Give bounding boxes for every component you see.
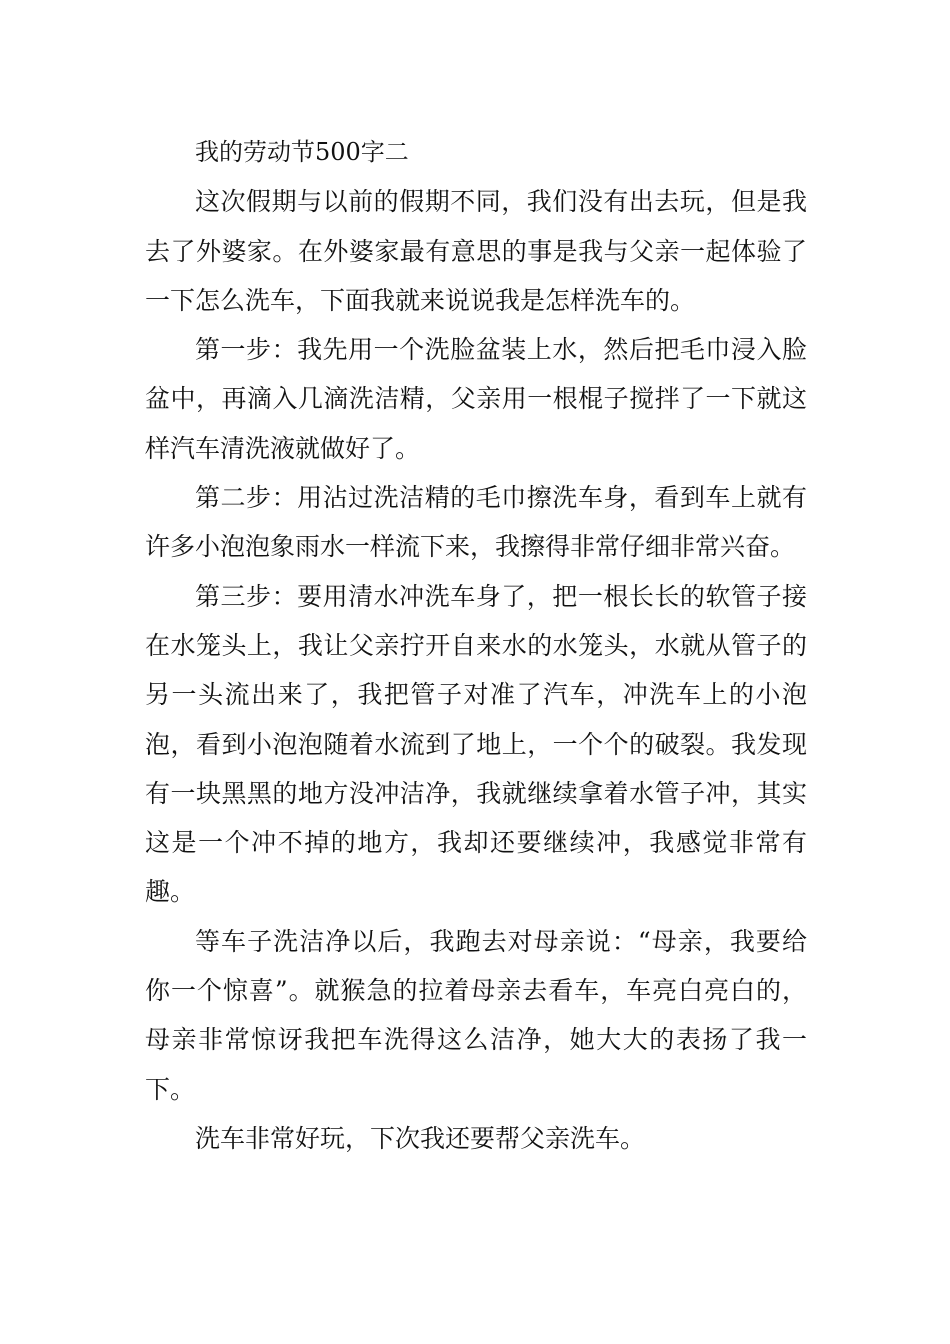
paragraph-intro: 这次假期与以前的假期不同，我们没有出去玩，但是我去了外婆家。在外婆家最有意思的事是我与父亲一起体验了一下怎么洗车，下面我就来说说我是怎样洗车的。 xyxy=(145,187,807,315)
paragraph-surprise: 等车子洗洁净以后，我跑去对母亲说：“母亲，我要给你一个惊喜”。就猴急的拉着母亲去看车，车亮白亮白的，母亲非常惊讶我把车洗得这么洁净，她大大的表扬了我一下。 xyxy=(145,926,807,1104)
paragraph-step-three: 第三步：要用清水冲洗车身了，把一根长长的软管子接在水笼头上，我让父亲拧开自来水的水笼头，水就从管子的另一头流出来了，我把管子对准了汽车，冲洗车上的小泡泡，看到小泡泡随着水流到了地上，一个个的破裂。我发现有一块黑黑的地方没冲洁净，我就继续拿着水管子冲，其实这是一个冲不掉的地方，我却还要继续冲，我感觉非常有趣。 xyxy=(145,581,807,907)
paragraph-step-two: 第二步：用沾过洗洁精的毛巾擦洗车身，看到车上就有许多小泡泡象雨水一样流下来，我擦得非常仔细非常兴奋。 xyxy=(145,483,807,562)
paragraph-conclusion: 洗车非常好玩，下次我还要帮父亲洗车。 xyxy=(195,1123,646,1153)
document-body xyxy=(145,128,807,1163)
paragraph-step-one: 第一步：我先用一个洗脸盆装上水，然后把毛巾浸入脸盆中，再滴入几滴洗洁精，父亲用一根棍子搅拌了一下就这样汽车清洗液就做好了。 xyxy=(145,335,807,463)
document-title: 我的劳动节500字二 xyxy=(195,138,409,166)
